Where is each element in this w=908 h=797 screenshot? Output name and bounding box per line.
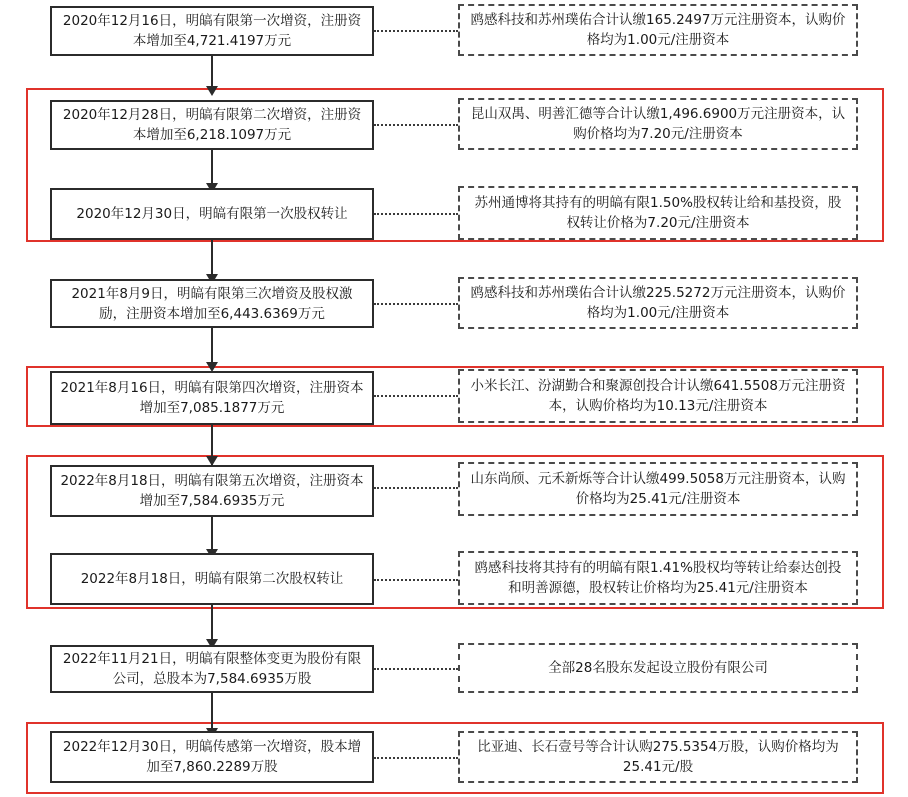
detail-note-4: 鸥感科技和苏州璞佑合计认缴225.5272万元注册资本，认购价格均为1.00元/注册资本	[458, 277, 858, 329]
detail-note-5: 小米长江、汾湖勤合和聚源创投合计认缴641.5508万元注册资本，认购价格均为10.13元/注册资本	[458, 369, 858, 423]
link-6	[374, 487, 458, 489]
event-box-9: 2022年12月30日，明皜传感第一次增资，股本增加至7,860.2289万股	[50, 731, 374, 783]
connector-6	[211, 517, 213, 553]
event-box-8: 2022年11月21日，明皜有限整体变更为股份有限公司，总股本为7,584.6935万股	[50, 645, 374, 693]
link-5	[374, 395, 458, 397]
event-box-3: 2020年12月30日，明皜有限第一次股权转让	[50, 188, 374, 240]
link-8	[374, 668, 458, 670]
connector-4	[211, 328, 213, 366]
detail-note-7: 鸥感科技将其持有的明皜有限1.41%股权均等转让给泰达创投和明善源德，股权转让价格均为25.41元/注册资本	[458, 551, 858, 605]
connector-1	[211, 56, 213, 88]
detail-note-3: 苏州通博将其持有的明皜有限1.50%股权转让给和基投资，股权转让价格为7.20元/注册资本	[458, 186, 858, 240]
connector-2	[211, 150, 213, 186]
connector-8	[211, 693, 213, 731]
link-4	[374, 303, 458, 305]
event-box-6: 2022年8月18日，明皜有限第五次增资，注册资本增加至7,584.6935万元	[50, 465, 374, 517]
link-9	[374, 757, 458, 759]
event-box-4: 2021年8月9日，明皜有限第三次增资及股权激励，注册资本增加至6,443.6369万元	[50, 279, 374, 328]
arrowhead-1	[206, 86, 218, 96]
detail-note-6: 山东尚颀、元禾新烁等合计认缴499.5058万元注册资本，认购价格均为25.41元/注册资本	[458, 462, 858, 516]
event-box-2: 2020年12月28日，明皜有限第二次增资，注册资本增加至6,218.1097万元	[50, 100, 374, 150]
detail-note-1: 鸥感科技和苏州璞佑合计认缴165.2497万元注册资本，认购价格均为1.00元/注册资本	[458, 4, 858, 56]
link-7	[374, 579, 458, 581]
link-3	[374, 213, 458, 215]
event-box-7: 2022年8月18日，明皜有限第二次股权转让	[50, 553, 374, 605]
event-box-5: 2021年8月16日，明皜有限第四次增资，注册资本增加至7,085.1877万元	[50, 371, 374, 425]
connector-3	[211, 240, 213, 278]
detail-note-8: 全部28名股东发起设立股份有限公司	[458, 643, 858, 693]
event-box-1: 2020年12月16日，明皜有限第一次增资，注册资本增加至4,721.4197万元	[50, 6, 374, 56]
link-2	[374, 124, 458, 126]
detail-note-9: 比亚迪、长石壹号等合计认购275.5354万股，认购价格均为25.41元/股	[458, 731, 858, 783]
link-1	[374, 30, 458, 32]
detail-note-2: 昆山双禺、明善汇德等合计认缴1,496.6900万元注册资本，认购价格均为7.20元/注册资本	[458, 98, 858, 150]
